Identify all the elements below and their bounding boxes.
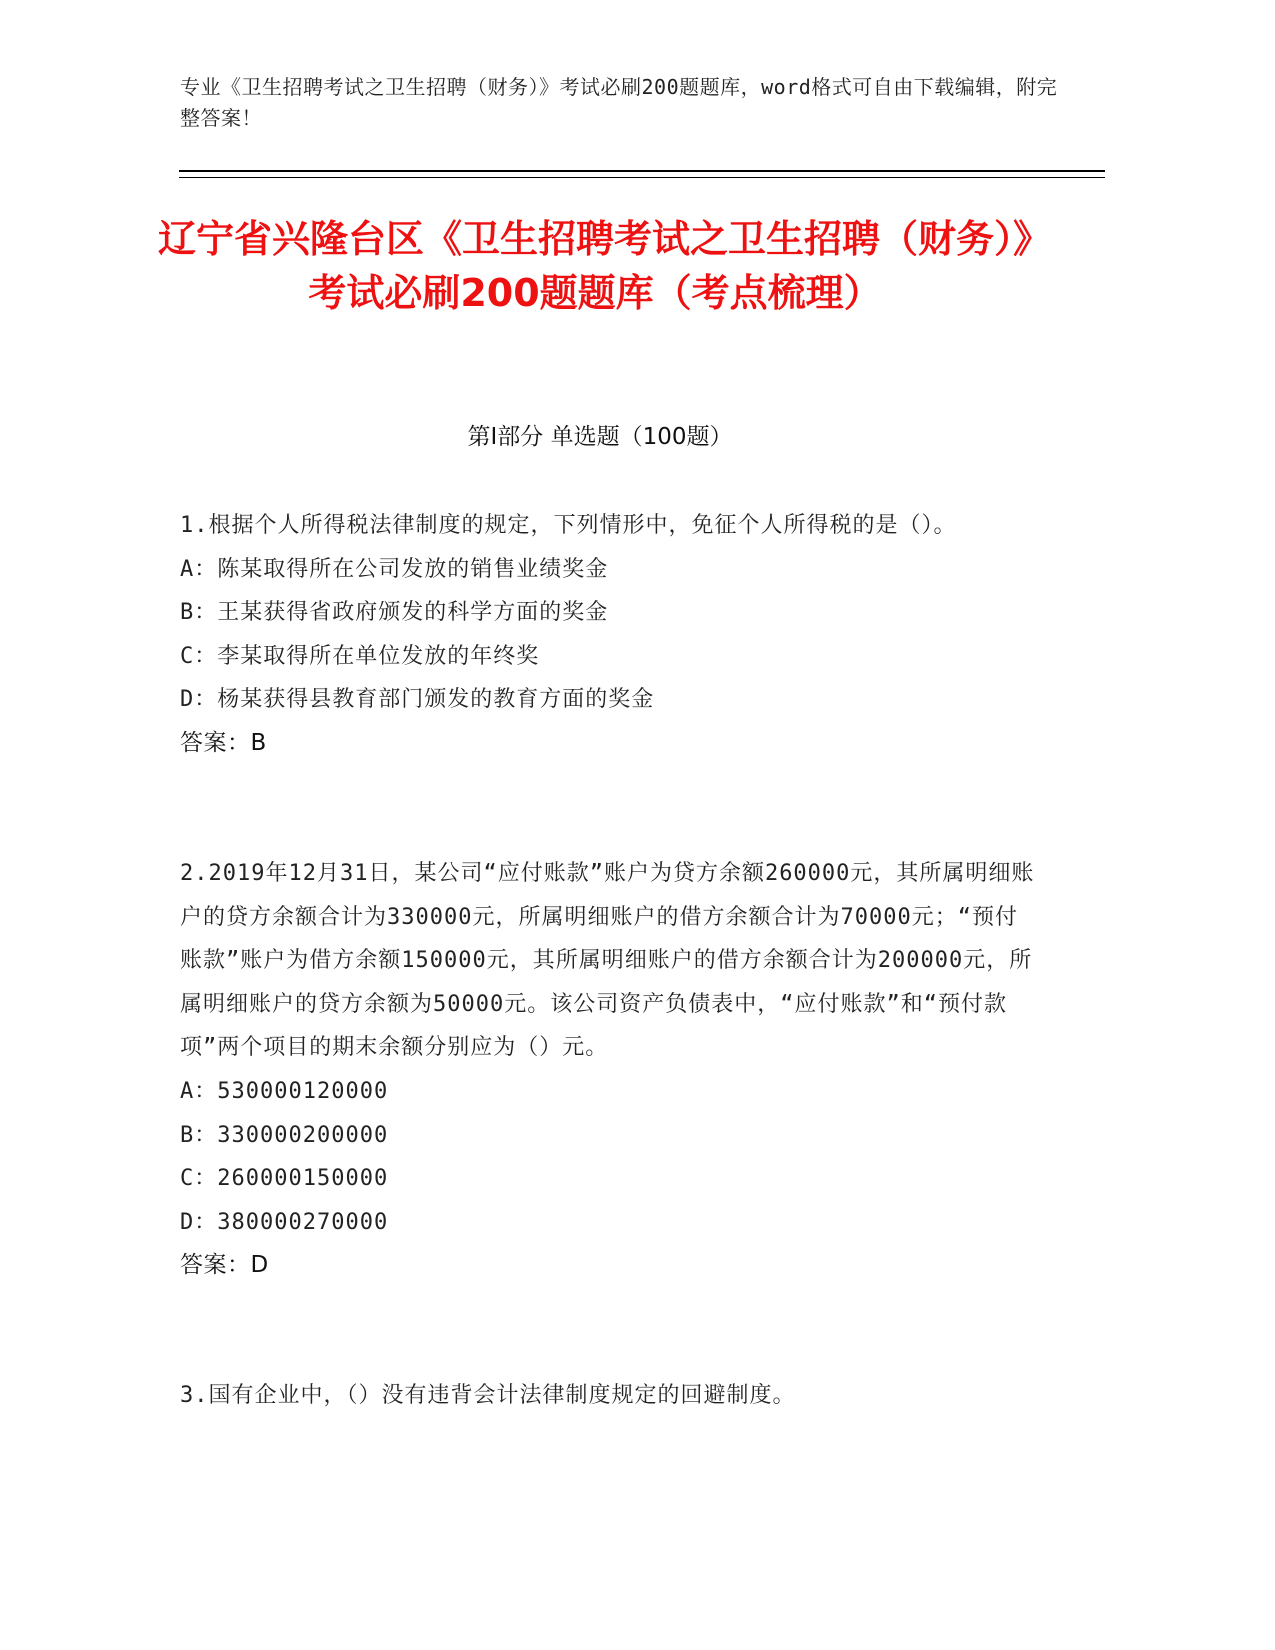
- header-rule-thin: [179, 177, 1105, 178]
- answer-line: 答案：B: [180, 729, 267, 756]
- option-a: A：陈某取得所在公司发放的销售业绩奖金: [180, 556, 609, 582]
- document-title: 辽宁省兴隆台区《卫生招聘考试之卫生招聘（财务）》考试必刷200题题库（考点梳理）: [157, 217, 1032, 315]
- header-rule-thick: [179, 170, 1105, 172]
- option-b: B：王某获得省政府颁发的科学方面的奖金: [180, 600, 609, 626]
- option-d: D：380000270000: [180, 1209, 389, 1235]
- option-c: C：李某取得所在单位发放的年终奖: [180, 643, 540, 669]
- option-a: A：530000120000: [180, 1078, 389, 1104]
- option-d: D：杨某获得县教育部门颁发的教育方面的奖金: [180, 687, 655, 713]
- question-stem: 3.国有企业中，（）没有违背会计法律制度规定的回避制度。: [180, 1383, 796, 1408]
- question-2: [180, 852, 1040, 1288]
- question-3: [180, 1374, 1040, 1418]
- question-1: [180, 504, 1040, 766]
- question-stem: 1.根据个人所得税法律制度的规定，下列情形中，免征个人所得税的是（）。: [180, 513, 957, 538]
- header-note: 专业《卫生招聘考试之卫生招聘（财务）》考试必刷200题题库，word格式可自由下载编辑，附完整答案！: [180, 75, 1058, 130]
- section-heading: 第I部分 单选题（100题）: [467, 424, 733, 450]
- option-c: C：260000150000: [180, 1166, 389, 1192]
- question-stem: 2.2019年12月31日，某公司“应付账款”账户为贷方余额260000元，其所属明细账户的贷方余额合计为330000元，所属明细账户的借方余额合计为70000元；“预付账款”账户为借方余额150000元，其所属明细账户的借方余额合计为200000元，所属明细账户的贷方余额为50000元。该公司资产负债表中，“应付账款”和“预付款项”两个项目的期末余额分别应为（）元。: [180, 861, 1035, 1061]
- answer-line: 答案：D: [180, 1252, 269, 1279]
- option-b: B：330000200000: [180, 1122, 389, 1148]
